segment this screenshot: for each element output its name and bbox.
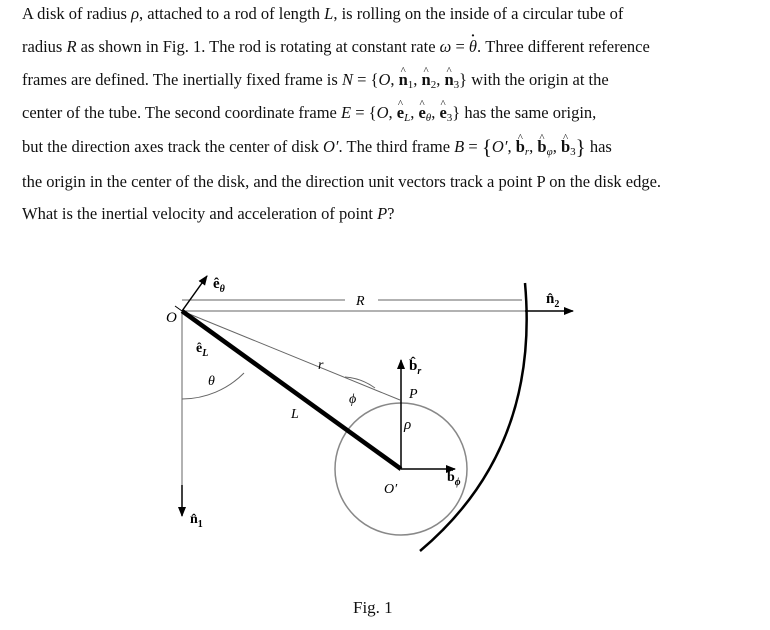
vector-e3: ^ e bbox=[439, 103, 446, 123]
symbol-P: P bbox=[377, 204, 388, 223]
symbol-O: O bbox=[376, 103, 389, 122]
text-run: } with the origin at the bbox=[459, 70, 609, 89]
brace-left: { bbox=[481, 135, 492, 159]
vector-br: ^ b bbox=[516, 137, 525, 157]
symbol-O-prime: O′ bbox=[323, 137, 339, 156]
subscript: φ bbox=[546, 146, 553, 158]
vector-n1: ^ n bbox=[399, 70, 408, 90]
symbol-B: B bbox=[454, 137, 465, 156]
label-e-theta: $ê_\theta$ bbox=[213, 276, 225, 295]
problem-line-6: the origin in the center of the disk, and the direction unit vectors track a point P on the disk edge. bbox=[22, 172, 662, 191]
symbol-E: E bbox=[341, 103, 352, 122]
text-run: A disk of radius bbox=[22, 4, 132, 23]
label-n2: $n̂_2$ bbox=[546, 291, 560, 310]
label-b-phi: $b̂_\phi$ bbox=[447, 470, 461, 488]
label-theta: θ bbox=[208, 374, 215, 389]
text-run: , bbox=[552, 137, 561, 156]
text-run: ? bbox=[387, 204, 395, 223]
symbol-N: N bbox=[341, 70, 353, 89]
text-run: , bbox=[431, 103, 440, 122]
label-L: L bbox=[291, 407, 299, 422]
subscript: r bbox=[524, 146, 530, 158]
vector-n2: ^ n bbox=[422, 70, 431, 90]
figure-caption: Fig. 1 bbox=[353, 598, 393, 617]
brace-right: } bbox=[575, 135, 586, 159]
subscript: 3 bbox=[453, 79, 460, 91]
text-run: , bbox=[410, 103, 419, 122]
label-e-L: $ê_L$ bbox=[196, 341, 209, 359]
text-run: radius bbox=[22, 37, 67, 56]
text-run: but the direction axes track the center of disk bbox=[22, 137, 324, 156]
label-rho: ρ bbox=[404, 417, 412, 433]
e-theta-vector bbox=[182, 276, 207, 311]
subscript: 3 bbox=[570, 146, 576, 158]
text-run: , bbox=[390, 70, 399, 89]
label-b-r: $b̂_r$ bbox=[409, 358, 422, 377]
vector-eL: ^ e bbox=[397, 103, 404, 123]
text-run: , bbox=[413, 70, 422, 89]
text-run: center of the tube. The second coordinate frame bbox=[22, 103, 342, 122]
text-run: , bbox=[436, 70, 445, 89]
text-run: , bbox=[507, 137, 516, 156]
subscript: 2 bbox=[430, 79, 437, 91]
subscript: 3 bbox=[446, 112, 453, 124]
symbol-theta-dot: · θ bbox=[469, 37, 477, 57]
text-run: , is rolling on the inside of a circular tube of bbox=[333, 4, 624, 23]
text-run: . Three different reference bbox=[476, 37, 650, 56]
text-run: has bbox=[585, 137, 612, 156]
vector-bphi: ^ b bbox=[537, 137, 546, 157]
subscript: L bbox=[404, 112, 411, 124]
symbol-R: R bbox=[66, 37, 77, 56]
rod bbox=[182, 311, 401, 469]
text-run: = bbox=[451, 37, 469, 56]
symbol-rho: ρ bbox=[131, 4, 140, 23]
text-run: , attached to a rod of length bbox=[139, 4, 325, 23]
symbol-O-prime: O′ bbox=[491, 137, 508, 156]
label-O-prime: O′ bbox=[384, 482, 398, 497]
vector-b3: ^ b bbox=[561, 137, 570, 157]
vector-etheta: ^ e bbox=[418, 103, 425, 123]
subscript: 1 bbox=[407, 79, 414, 91]
symbol-O: O bbox=[378, 70, 391, 89]
label-O: O bbox=[166, 310, 177, 326]
text-run: , bbox=[529, 137, 538, 156]
symbol-L: L bbox=[324, 4, 334, 23]
text-run: . The third frame bbox=[338, 137, 455, 156]
text-run: as shown in Fig. 1. The rod is rotating at constant rate bbox=[76, 37, 440, 56]
text-run: , bbox=[388, 103, 397, 122]
label-R: R bbox=[356, 294, 365, 309]
label-phi: ϕ bbox=[349, 392, 357, 407]
phi-arc bbox=[345, 377, 375, 388]
subscript: θ bbox=[425, 112, 432, 124]
tube-wall bbox=[420, 283, 527, 551]
symbol-omega: ω bbox=[439, 37, 452, 56]
vector-n3: ^ n bbox=[444, 70, 453, 90]
text-run: = bbox=[464, 137, 482, 156]
label-n1: $n̂_1$ bbox=[190, 512, 203, 530]
text-run: What is the inertial velocity and acceleration of point bbox=[22, 204, 378, 223]
label-P: P bbox=[409, 387, 418, 402]
text-run: frames are defined. The inertially fixed frame is bbox=[22, 70, 342, 89]
text-run: = { bbox=[351, 103, 377, 122]
label-r: r bbox=[318, 358, 324, 373]
text-run: = { bbox=[352, 70, 379, 89]
text-run: } has the same origin, bbox=[452, 103, 597, 122]
